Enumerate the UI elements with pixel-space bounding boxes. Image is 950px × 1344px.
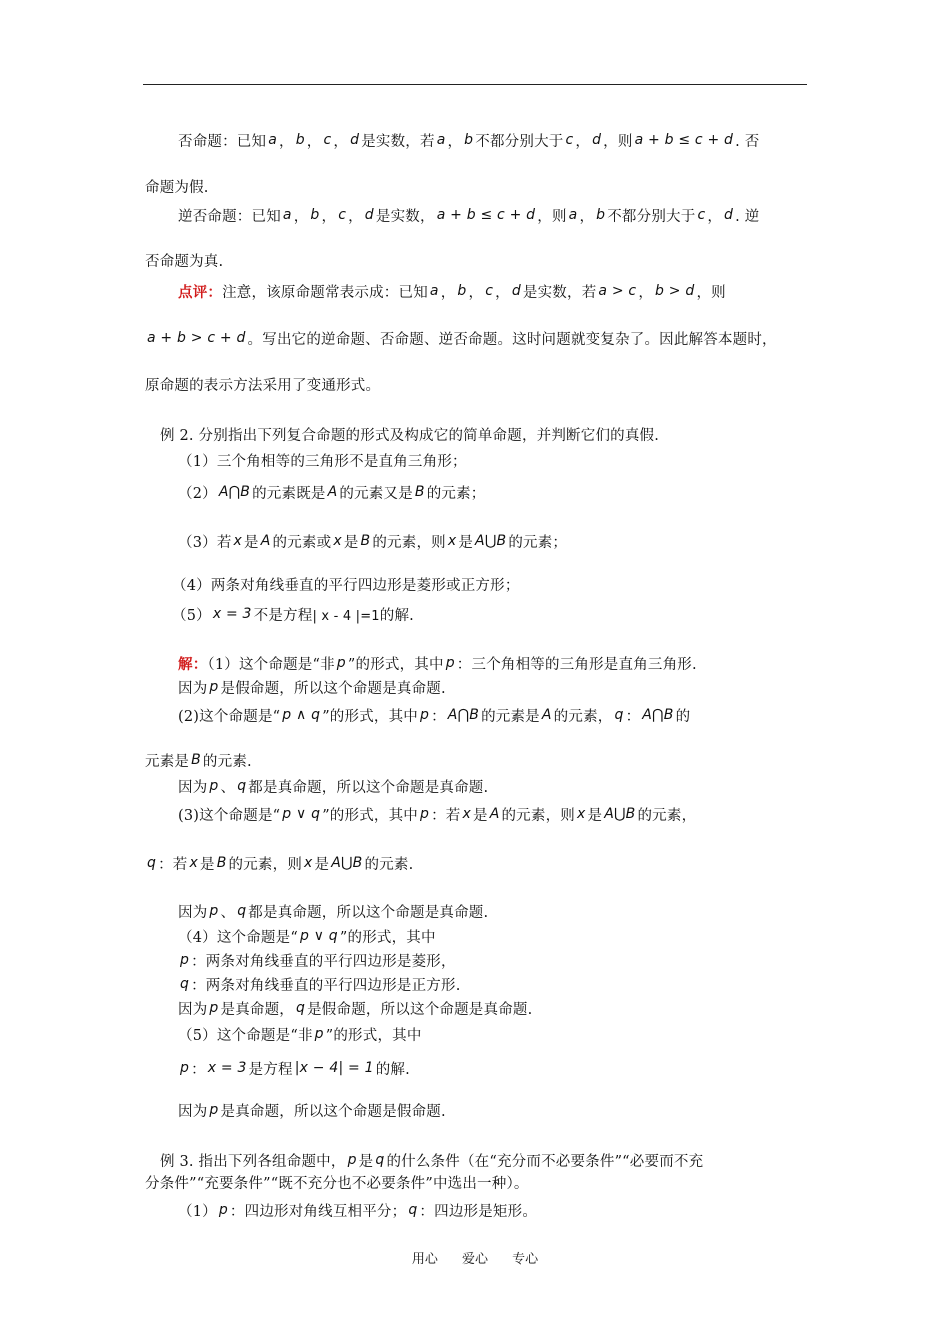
text-line: （3）若 x 是 A 的元素或 x 是 B 的元素，则 x 是 A⋃B 的元素； xyxy=(178,533,568,551)
text-line-contrapositive: 逆否命题：已知 a ， b ， c ， d 是实数， a + b ≤ c + d ，则 a ， b 不都分别大于 c ， d . 逆 xyxy=(178,207,760,225)
text-line: 否命题为真. xyxy=(145,254,224,270)
text-line: （1）三个角相等的三角形不是直角三角形； xyxy=(178,454,467,470)
solution-label: 解： xyxy=(178,656,208,673)
text-line: 因为 p 是假命题，所以这个命题是真命题. xyxy=(178,679,446,697)
example-2-heading: 例 2. 分别指出下列复合命题的形式及构成它的简单命题，并判断它们的真假. xyxy=(160,428,660,444)
text-line: 因为 p 是真命题，所以这个命题是假命题. xyxy=(178,1102,446,1120)
text-line-comment: 点评：注意，该原命题常表示成：已知 a ， b ， c ， d 是实数，若 a > c ， b > d ，则 xyxy=(178,283,726,301)
text-line: （4）两条对角线垂直的平行四边形是菱形或正方形； xyxy=(172,578,520,594)
text-line: (2)这个命题是“ p ∧ q ”的形式，其中 p ： A⋂B 的元素是 A 的元素， q ： A⋂B 的 xyxy=(178,707,691,725)
text-line: p ：两条对角线垂直的平行四边形是菱形， xyxy=(180,952,456,970)
text-line: p ： x = 3 是方程 |x − 4| = 1 的解. xyxy=(180,1060,410,1078)
text-line: q ：两条对角线垂直的平行四边形是正方形. xyxy=(180,976,461,994)
text-line: （2） A⋂B 的元素既是 A 的元素又是 B 的元素； xyxy=(178,484,486,502)
text-line-negation: 否命题：已知 a ， b ， c ， d 是实数，若 a ， b 不都分别大于 c ， d ，则 a + b ≤ c + d . 否 xyxy=(178,132,760,150)
page-footer: 用心 爱心 专心 xyxy=(411,1252,539,1267)
comment-label: 点评： xyxy=(178,284,223,301)
text-line: 分条件”“充要条件”“既不充分也不必要条件”中选出一种）。 xyxy=(145,1176,529,1192)
text-line-solution: 解：（1）这个命题是“非 p ”的形式，其中 p ：三个角相等的三角形是直角三角形. xyxy=(178,655,697,673)
text-line: （4）这个命题是“ p ∨ q ”的形式，其中 xyxy=(178,928,436,946)
text-line: 命题为假. xyxy=(145,180,209,196)
text-line: q ：若 x 是 B 的元素，则 x 是 A⋃B 的元素. xyxy=(147,855,414,873)
text-line: （1） p ：四边形对角线互相平分； q ：四边形是矩形。 xyxy=(178,1202,538,1220)
text-line: 元素是 B 的元素. xyxy=(145,752,252,770)
text-line: a + b > c + d 。写出它的逆命题、否命题、逆否命题。这时问题就变复杂了。因此解答本题时， xyxy=(147,330,777,348)
text-line: 因为 p 、 q 都是真命题，所以这个命题是真命题. xyxy=(178,903,489,921)
text-line: 因为 p 、 q 都是真命题，所以这个命题是真命题. xyxy=(178,778,489,796)
text-line: （5） x = 3 不是方程| x - 4 |=1的解. xyxy=(172,606,414,624)
text-line: 原命题的表示方法采用了变通形式。 xyxy=(145,378,381,394)
header-rule xyxy=(143,84,807,85)
text-line: （5）这个命题是“非 p ”的形式，其中 xyxy=(178,1026,422,1044)
text-line: (3)这个命题是“ p ∨ q ”的形式，其中 p ：若 x 是 A 的元素，则 x 是 A⋃B 的元素， xyxy=(178,806,697,824)
text-line: 因为 p 是真命题， q 是假命题，所以这个命题是真命题. xyxy=(178,1000,533,1018)
example-3-heading: 例 3. 指出下列各组命题中， p 是 q 的什么条件（在“充分而不必要条件”“必要而不充 xyxy=(160,1152,704,1170)
